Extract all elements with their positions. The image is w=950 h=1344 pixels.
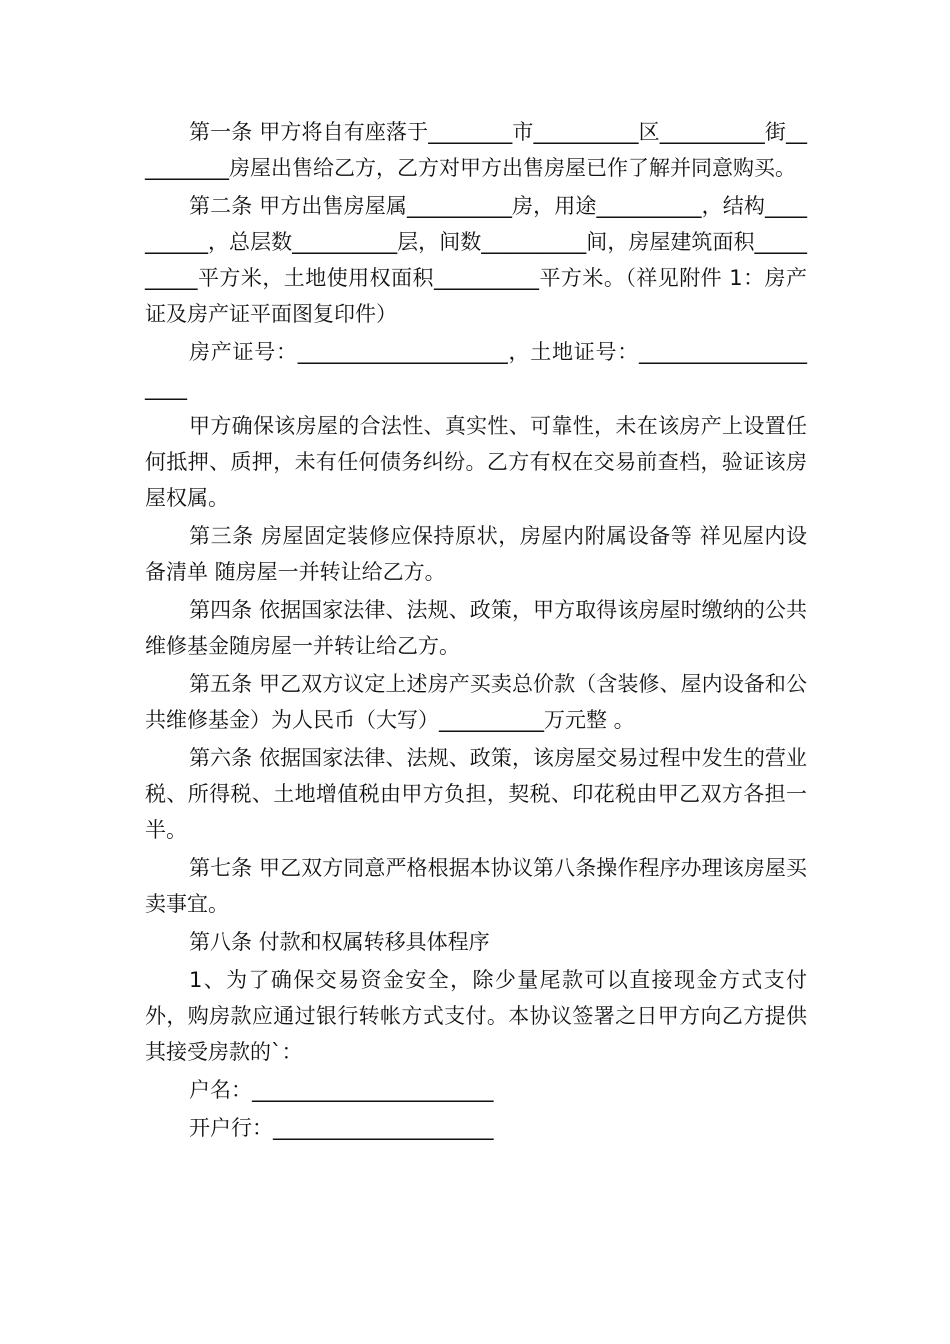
article-7: 第七条 甲乙双方同意严格根据本协议第八条操作程序办理该房屋买卖事宜。 (145, 856, 807, 916)
bank-field: 开户行：_____________________ (189, 1116, 494, 1140)
article-8-item-1: 1、为了确保交易资金安全，除少量尾款可以直接现金方式支付外，购房款应通过银行转帐方式支付。本协议签署之日甲方向乙方提供其接受房款的`： (145, 968, 807, 1064)
article-1: 第一条 甲方将自有座落于________市__________区__________街__________房屋出售给乙方，乙方对甲方出售房屋已作了解并同意购买。 (145, 120, 807, 180)
document-page (145, 114, 807, 1146)
article-4: 第四条 依据国家法律、法规、政策，甲方取得该房屋时缴纳的公共维修基金随房屋一并转让给乙方。 (145, 598, 807, 658)
article-6: 第六条 依据国家法律、法规、政策，该房屋交易过程中发生的营业税、所得税、土地增值税由甲方负担，契税、印花税由甲乙双方各担一半。 (145, 746, 807, 842)
ownership-guarantee: 甲方确保该房屋的合法性、真实性、可靠性，未在该房产上设置任何抵押、质押，未有任何债务纠纷。乙方有权在交易前查档，验证该房屋权属。 (145, 414, 807, 510)
certificate-numbers: 房产证号：____________________，土地证号：____________________ (145, 340, 807, 400)
article-8-heading: 第八条 付款和权属转移具体程序 (189, 930, 490, 954)
article-3: 第三条 房屋固定装修应保持原状，房屋内附属设备等 祥见屋内设备清单 随房屋一并转让给乙方。 (145, 524, 807, 584)
account-name-field: 户名：_______________________ (189, 1078, 494, 1102)
article-5: 第五条 甲乙双方议定上述房产买卖总价款（含装修、屋内设备和公共维修基金）为人民币（大写）__________万元整 。 (145, 672, 807, 732)
article-2: 第二条 甲方出售房屋属__________房，用途__________，结构__________，总层数__________层，间数__________间，房屋建筑面积__________平方米，土地使用权面积__________平方米。（祥见附件 1：房产证及房产证平面图复印件） (145, 194, 807, 326)
